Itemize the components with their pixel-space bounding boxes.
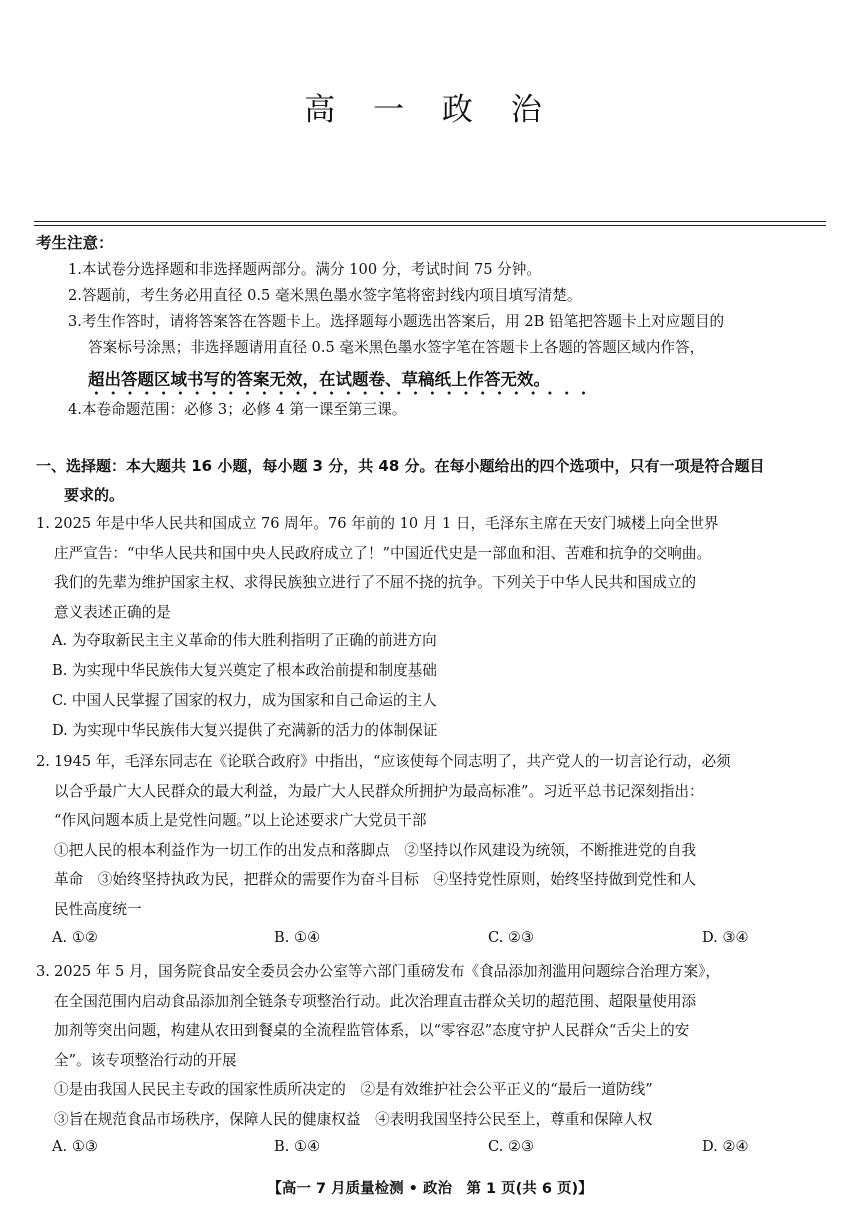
option-a: A. ①②	[52, 929, 98, 946]
option-d: D. 为实现中华民族伟大复兴提供了充满新的活力的体制保证	[52, 722, 438, 739]
stem-line: ①把人民的根本利益作为一切工作的出发点和落脚点 ②坚持以作风建设为统领，不断推进党的自我	[54, 841, 697, 859]
stem-line: ①是由我国人民民主专政的国家性质所决定的 ②是有效维护社会公平正义的“最后一道防线”	[54, 1081, 653, 1099]
option-c: C. ②③	[488, 929, 535, 946]
question-number: 2.	[36, 753, 50, 770]
notice-emphasis: 超出答题区域书写的答案无效，在试题卷、草稿纸上作答无效。	[88, 370, 550, 389]
stem-line: 民性高度统一	[54, 900, 142, 918]
stem-line: 加剂等突出问题，构建从农田到餐桌的全流程监管体系，以“零容忍”态度守护人民群众“舌尖上的安	[54, 1022, 690, 1040]
notice-item-3: 3.考生作答时，请将答案答在答题卡上。选择题每小题选出答案后，用 2B 铅笔把答题卡上对应题目的	[68, 313, 725, 330]
notice-item-4: 4.本卷命题范围：必修 3；必修 4 第一课至第三课。	[68, 401, 407, 418]
stem-line: “作风问题本质上是党性问题。”以上论述要求广大党员干部	[54, 812, 427, 830]
options-row	[52, 929, 772, 951]
section-heading-line: 一、选择题：本大题共 16 小题，每小题 3 分，共 48 分。在每小题给出的四个选项中，只有一项是符合题目	[36, 457, 765, 475]
stem-line: 在全国范围内启动食品添加剂全链条专项整治行动。此次治理直击群众关切的超范围、超限量使用添	[54, 992, 697, 1010]
notice-item-2: 2.答题前，考生务必用直径 0.5 毫米黑色墨水签字笔将密封线内项目填写清楚。	[68, 287, 582, 304]
options-row	[52, 1138, 772, 1160]
option-c: C. 中国人民掌握了国家的权力，成为国家和自己命运的主人	[52, 692, 437, 709]
stem-line: ③旨在规范食品市场秩序，保障人民的健康权益 ④表明我国坚持公民至上，尊重和保障人权	[54, 1110, 653, 1128]
emphasis-dots	[88, 391, 598, 395]
question-2	[36, 747, 828, 925]
section-heading	[36, 452, 828, 510]
stem-line: 我们的先辈为维护国家主权、求得民族独立进行了不屈不挠的抗争。下列关于中华人民共和国成立的	[54, 574, 697, 592]
stem-line: 2025 年 5 月，国务院食品安全委员会办公室等六部门重磅发布《食品添加剂滥用问题综合治理方案》，	[54, 963, 720, 980]
title-divider	[34, 221, 826, 226]
question-number: 3.	[36, 963, 50, 980]
question-3	[36, 957, 828, 1135]
section-heading-line: 要求的。	[64, 486, 125, 504]
notice-item-1: 1.本试卷分选择题和非选择题两部分。满分 100 分，考试时间 75 分钟。	[68, 261, 541, 278]
question-stem	[54, 957, 828, 1135]
stem-line: 以合乎最广大人民群众的最大利益，为最广大人民群众所拥护为最高标准”。习近平总书记深刻指出：	[54, 782, 704, 800]
stem-line: 革命 ③始终坚持执政为民，把群众的需要作为奋斗目标 ④坚持党性原则，始终坚持做到党性和人	[54, 871, 697, 889]
notice-item-3-cont: 答案标号涂黑；非选择题请用直径 0.5 毫米黑色墨水签字笔在答题卡上各题的答题区域内作答，	[88, 339, 705, 356]
option-d: D. ②④	[702, 1138, 749, 1155]
page-footer: 【高一 7 月质量检测 • 政治 第 1 页(共 6 页)】	[267, 1181, 593, 1197]
question-stem	[54, 509, 828, 627]
question-1	[36, 509, 828, 627]
option-b: B. ①④	[274, 929, 321, 946]
option-c: C. ②③	[488, 1138, 535, 1155]
question-stem	[54, 747, 828, 925]
stem-line: 1945 年，毛泽东同志在《论联合政府》中指出，“应该使每个同志明了，共产党人的一切言论行动，必须	[54, 753, 731, 770]
option-a: A. 为夺取新民主主义革命的伟大胜利指明了正确的前进方向	[52, 632, 437, 649]
question-number: 1.	[36, 515, 50, 532]
option-a: A. ①③	[52, 1138, 98, 1155]
stem-line: 2025 年是中华人民共和国成立 76 周年。76 年前的 10 月 1 日，毛泽东主席在天安门城楼上向全世界	[54, 515, 719, 532]
option-b: B. 为实现中华民族伟大复兴奠定了根本政治前提和制度基础	[52, 662, 437, 679]
notice-heading: 考生注意：	[36, 233, 114, 252]
stem-line: 全”。该专项整治行动的开展	[54, 1051, 237, 1069]
stem-line: 意义表述正确的是	[54, 603, 171, 621]
stem-line: 庄严宣告：“中华人民共和国中央人民政府成立了！”中国近代史是一部血和泪、苦难和抗争的交响曲。	[54, 544, 712, 562]
option-b: B. ①④	[274, 1138, 321, 1155]
page-title: 高 一 政 治	[304, 92, 556, 128]
option-d: D. ③④	[702, 929, 749, 946]
